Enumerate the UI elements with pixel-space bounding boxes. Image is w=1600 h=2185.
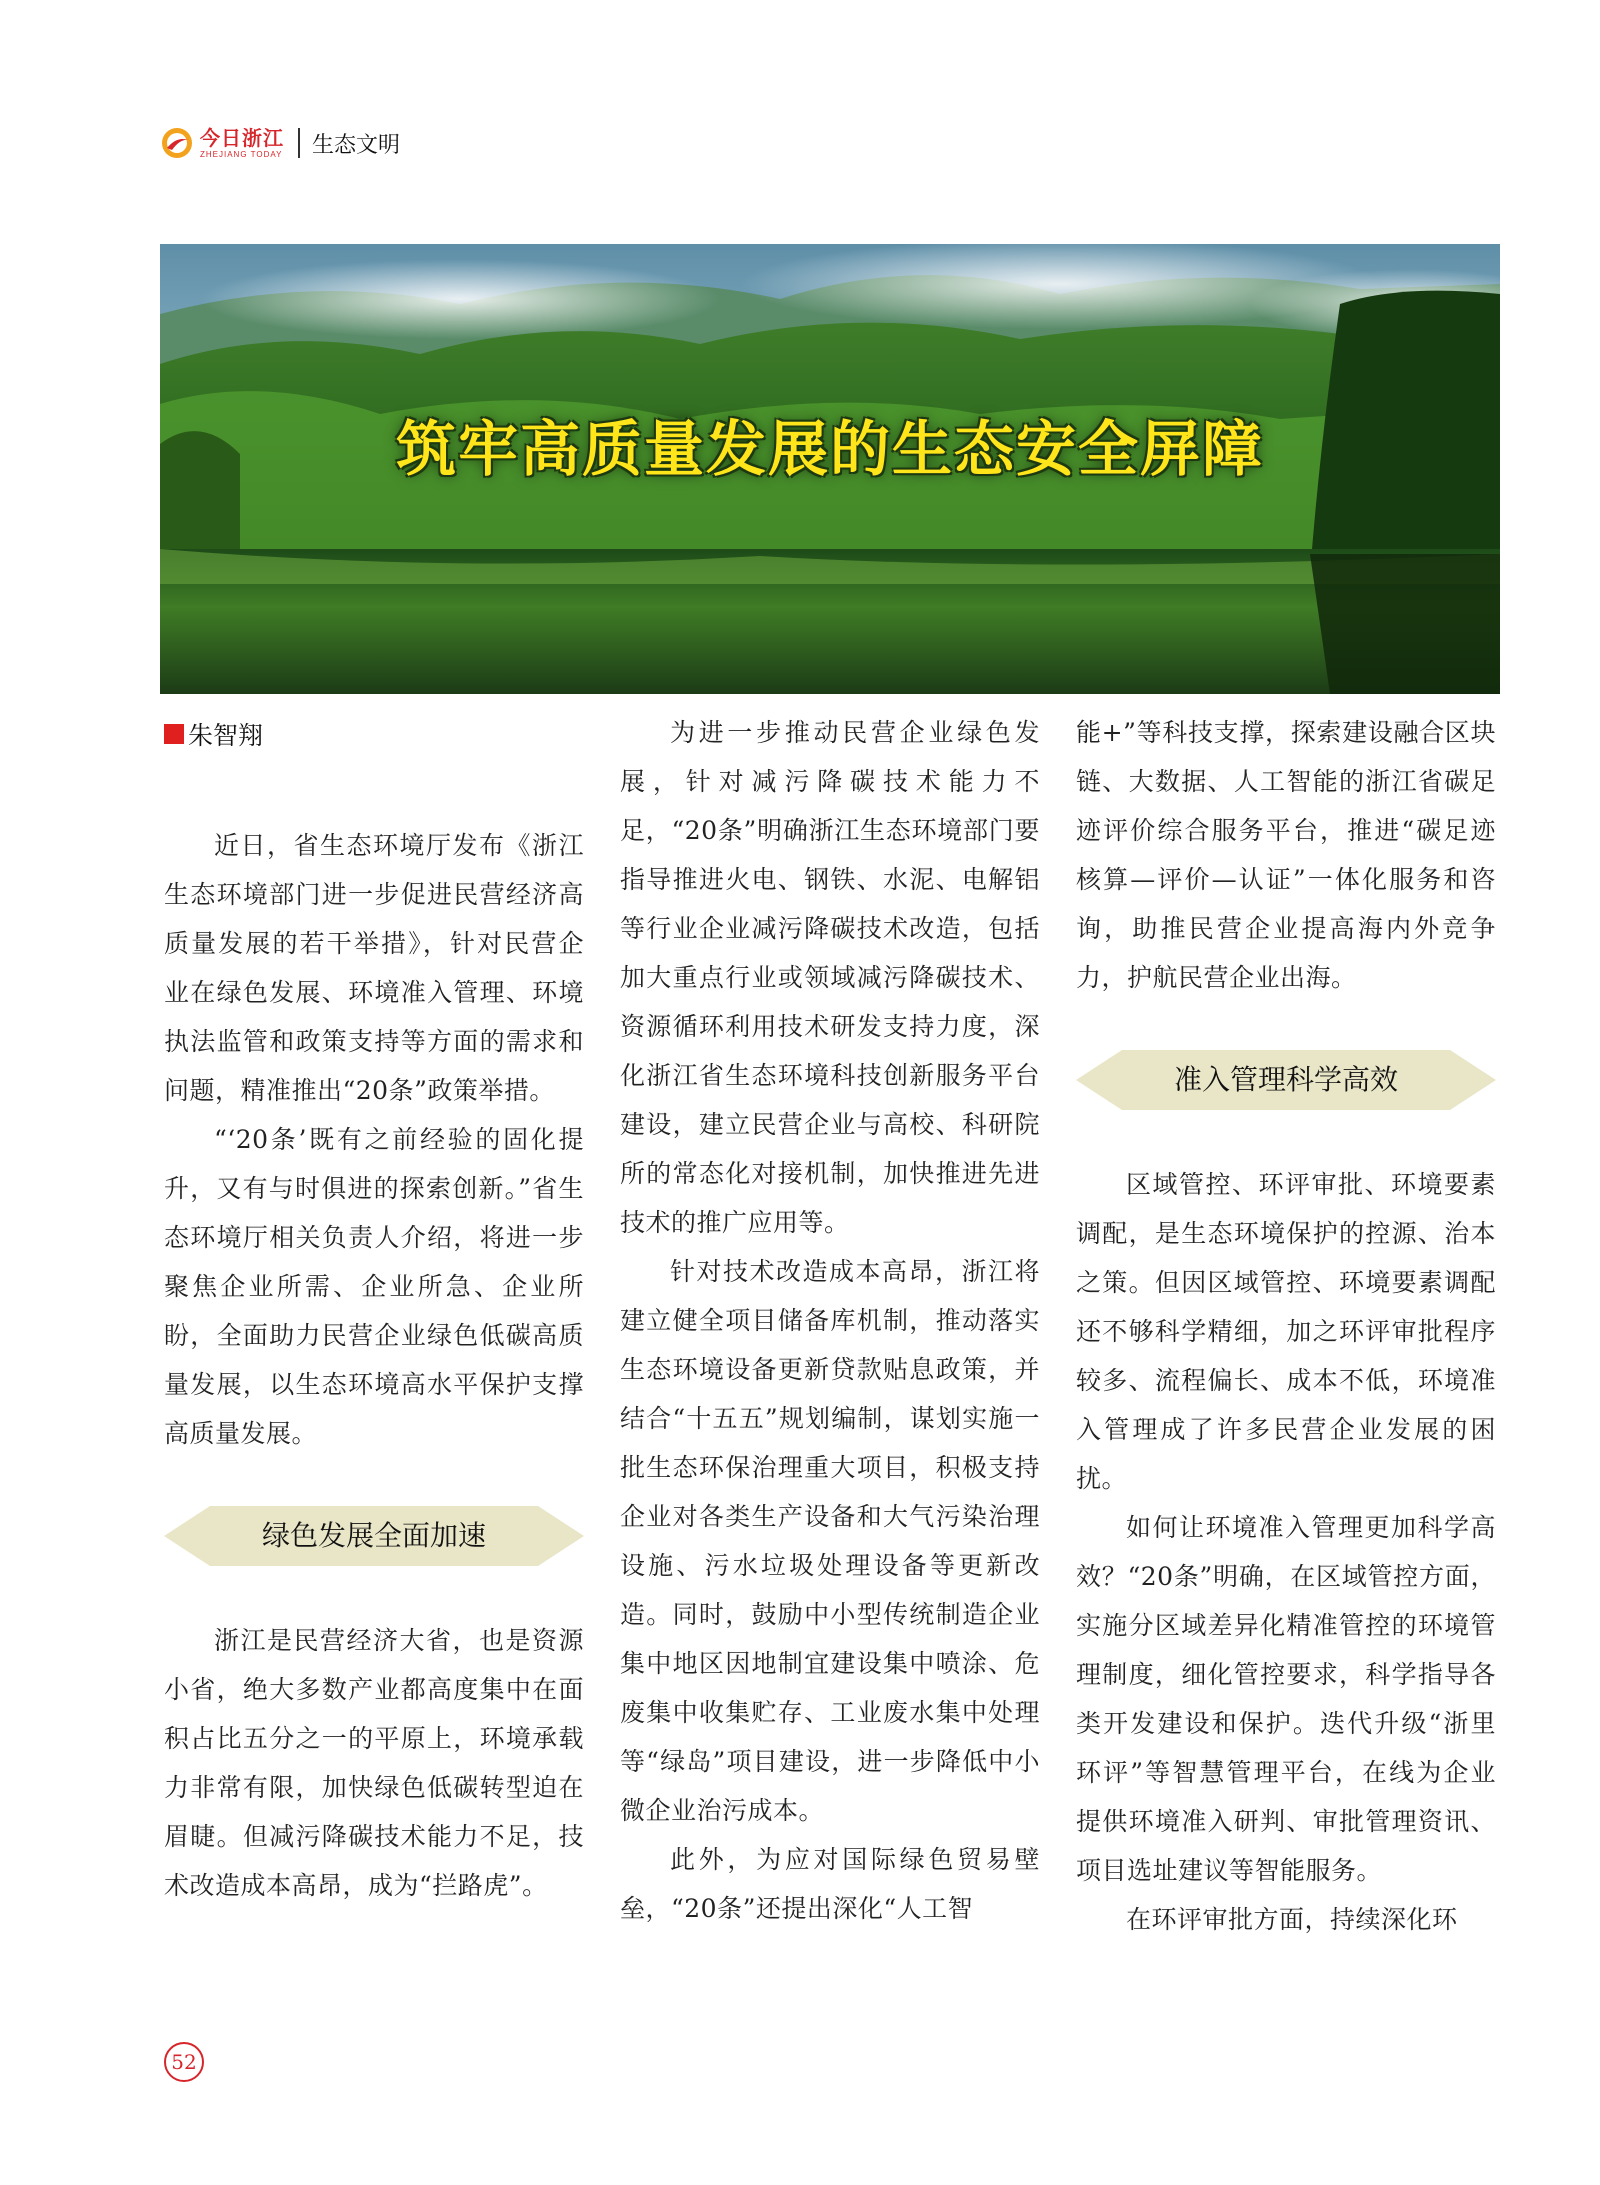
paragraph-continued: 能+”等科技支撑，探索建设融合区块链、大数据、人工智能的浙江省碳足迹评价综合服务平台，推进“碳足迹核算—评价—认证”一体化服务和咨询，助推民营企业提高海内外竞争力，护航民营企业出海。 [1076, 718, 1496, 992]
paragraph: 区域管控、环评审批、环境要素调配，是生态环境保护的控源、治本之策。但因区域管控、环境要素调配还不够科学精细，加之环评审批程序较多、流程偏长、成本不低，环境准入管理成了许多民营企业发展的困扰。 [1076, 1170, 1496, 1493]
hero-image [160, 244, 1500, 694]
section-heading-text: 绿色发展全面加速 [261, 1519, 486, 1552]
paragraph: 为进一步推动民营企业绿色发展，针对减污降碳技术能力不足，“20条”明确浙江生态环境部门要指导推进火电、钢铁、水泥、电解铝等行业企业减污降碳技术改造，包括加大重点行业或领域减污降碳技术、资源循环利用技术研发支持力度，深化浙江省生态环境科技创新服务平台建设，建立民营企业与高校、科研院所的常态化对接机制，加快推进先进技术的推广应用等。 [620, 718, 1040, 1237]
magazine-logo [160, 126, 284, 160]
paragraph: 浙江是民营经济大省，也是资源小省，绝大多数产业都高度集中在面积占比五分之一的平原上，环境承载力非常有限，加快绿色低碳转型迫在眉睫。但减污降碳技术能力不足，技术改造成本高昂，成为“拦路虎”。 [164, 1626, 584, 1900]
section-title: 生态文明 [312, 131, 401, 157]
paragraph: 近日，省生态环境厅发布《浙江生态环境部门进一步促进民营经济高质量发展的若干举措》，针对民营企业在绿色发展、环境准入管理、环境执法监管和政策支持等方面的需求和问题，精准推出“20条”政策举措。 [164, 831, 584, 1105]
author-byline [164, 708, 584, 760]
text-column-2 [620, 708, 1040, 1933]
logo-chinese-text: 今日浙江 [200, 125, 284, 150]
sun-logo-icon [160, 126, 194, 160]
page-header [160, 118, 400, 168]
section-heading [1076, 1040, 1496, 1120]
logo-english-text: ZHEJIANG TODAY [200, 149, 283, 159]
article-title: 筑牢高质量发展的生态安全屏障 [396, 415, 1264, 485]
paragraph: 此外，为应对国际绿色贸易壁垒，“20条”还提出深化“人工智 [620, 1845, 1040, 1923]
section-heading-text: 准入管理科学高效 [1173, 1063, 1398, 1096]
red-square-icon [164, 724, 184, 744]
paragraph: 如何让环境准入管理更加科学高效？“20条”明确，在区域管控方面，实施分区域差异化精准管控的环境管理制度，细化管控要求，科学指导各类开发建设和保护。迭代升级“浙里环评”等智慧管理平台，在线为企业提供环境准入研判、审批管理资讯、项目选址建议等智能服务。 [1076, 1513, 1496, 1885]
section-heading [164, 1496, 584, 1576]
text-column-3 [1076, 708, 1496, 1944]
paragraph: 针对技术改造成本高昂，浙江将建立健全项目储备库机制，推动落实生态环境设备更新贷款贴息政策，并结合“十五五”规划编制，谋划实施一批生态环保治理重大项目，积极支持企业对各类生产设备和大气污染治理设施、污水垃圾处理设备等更新改造。同时，鼓励中小型传统制造企业集中地区因地制宜建设集中喷涂、危废集中收集贮存、工业废水集中处理等“绿岛”项目建设，进一步降低中小微企业治污成本。 [620, 1257, 1040, 1825]
text-column-1 [164, 708, 584, 1910]
header-divider [298, 128, 300, 158]
author-name: 朱智翔 [188, 721, 264, 750]
paragraph: “‘20条’既有之前经验的固化提升，又有与时俱进的探索创新。”省生态环境厅相关负责人介绍，将进一步聚焦企业所需、企业所急、企业所盼，全面助力民营企业绿色低碳高质量发展，以生态环境高水平保护支撑高质量发展。 [164, 1125, 584, 1448]
page-number: 52 [164, 2042, 204, 2082]
paragraph: 在环评审批方面，持续深化环 [1126, 1905, 1458, 1934]
